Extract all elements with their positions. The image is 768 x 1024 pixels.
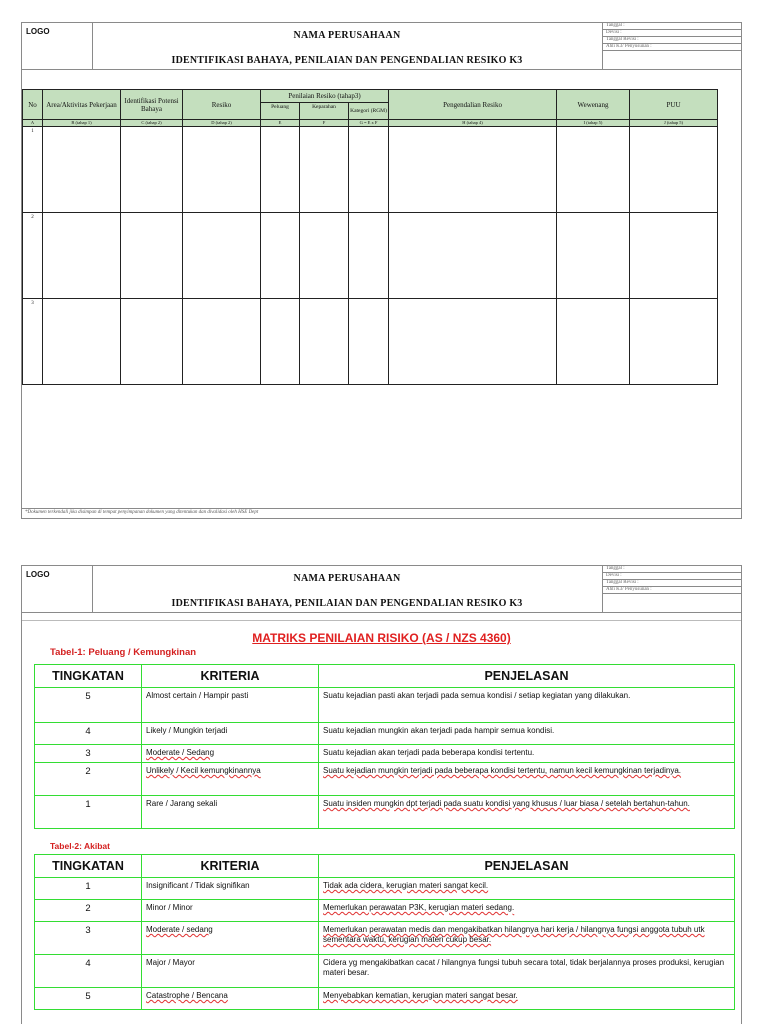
form-page-matriks [21,565,742,1024]
code-cell: J (tahap 5) [630,120,718,127]
cell-area[interactable] [43,127,121,213]
col-resiko: Resiko [183,90,261,120]
table-row [35,796,735,829]
table-row [23,213,718,299]
table-header-row [35,855,735,878]
document-title: IDENTIFIKASI BAHAYA, PENILAIAN DAN PENGENDALIAN RESIKO K3 [171,55,523,66]
col-puu: PUU [630,90,718,120]
meta-ahli-k3: Ahli K3/ Penyusunan : [603,587,742,594]
cell-area[interactable] [43,213,121,299]
table-row [23,299,718,385]
level-cell: 1 [35,796,142,829]
table-row [35,723,735,745]
criteria-cell: Minor / Minor [142,900,319,922]
header-kriteria: KRITERIA [142,665,319,688]
col-keparahan: Keparahan [300,103,349,120]
col-no: No [23,90,43,120]
probability-table [34,664,735,829]
level-cell: 5 [35,688,142,723]
logo-placeholder: LOGO [26,27,50,36]
criteria-cell: Major / Mayor [142,955,319,988]
code-cell: H (tahap 4) [389,120,557,127]
col-peluang: Peluang [261,103,300,120]
logo-placeholder: LOGO [26,570,50,579]
description-cell: Suatu kejadian pasti akan terjadi pada semua kondisi / setiap kegiatan yang dilakukan. [319,688,735,723]
table-row [35,688,735,723]
header-penjelasan: PENJELASAN [319,855,735,878]
meta-tanggal-revisi: Tanggal Revisi : [603,580,742,587]
document-meta [602,23,742,69]
table-row [35,745,735,763]
criteria-cell: Likely / Mungkin terjadi [142,723,319,745]
code-cell: B (tahap 1) [43,120,121,127]
level-cell: 3 [35,922,142,955]
table-row [35,878,735,900]
consequence-table [34,854,735,1010]
level-cell: 2 [35,900,142,922]
row-number: 2 [23,213,43,299]
meta-tanggal-revisi: Tanggal Revisi : [603,37,742,44]
criteria-cell: Catastrophe / Bencana [142,988,319,1010]
description-cell: Memerlukan perawatan P3K, kerugian materi sedang. [319,900,735,922]
cell-peluang[interactable] [261,299,300,385]
table-header-row [35,665,735,688]
cell-identifikasi[interactable] [121,299,183,385]
code-cell: E [261,120,300,127]
table-row [35,988,735,1010]
description-cell: Suatu insiden mungkin dpt terjadi pada suatu kondisi yang khusus / luar biasa / setelah bertahun-tahun. [319,796,735,829]
header-kriteria: KRITERIA [142,855,319,878]
table-row [35,922,735,955]
cell-pengendalian[interactable] [389,213,557,299]
section-divider [22,620,741,621]
page-header [22,566,741,613]
table-row [35,900,735,922]
page-header [22,23,741,70]
cell-resiko[interactable] [183,299,261,385]
level-cell: 4 [35,723,142,745]
table-row [35,763,735,796]
criteria-cell: Unlikely / Kecil kemungkinannya [142,763,319,796]
cell-area[interactable] [43,299,121,385]
code-cell: A [23,120,43,127]
cell-pengendalian[interactable] [389,127,557,213]
cell-identifikasi[interactable] [121,213,183,299]
meta-devisi: Devisi : [603,573,742,580]
cell-peluang[interactable] [261,127,300,213]
col-identifikasi: Identifikasi Potensi Bahaya [121,90,183,120]
cell-keparahan[interactable] [300,127,349,213]
table-row [35,955,735,988]
form-page-identifikasi [21,22,742,519]
cell-identifikasi[interactable] [121,127,183,213]
level-cell: 4 [35,955,142,988]
meta-tanggal: Tanggal : [603,23,742,30]
cell-keparahan[interactable] [300,299,349,385]
cell-keparahan[interactable] [300,213,349,299]
criteria-cell: Moderate / sedang [142,922,319,955]
cell-puu[interactable] [630,213,718,299]
table-row [23,127,718,213]
meta-tanggal: Tanggal : [603,566,742,573]
description-cell: Menyebabkan kematian, kerugian materi sangat besar. [319,988,735,1010]
code-cell: C (tahap 2) [121,120,183,127]
cell-kategori[interactable] [349,127,389,213]
matrix-title: MATRIKS PENILAIAN RISIKO (AS / NZS 4360) [252,631,511,645]
cell-wewenang[interactable] [557,299,630,385]
footnote: *Dokumen terkendali jika disimpan di tempat penyimpanan dokumen yang ditentukan dan divalidasi oleh HSE Dept [25,510,259,515]
meta-devisi: Devisi : [603,30,742,37]
description-cell: Suatu kejadian mungkin terjadi pada beberapa kondisi tertentu, namun kecil kemungkinan terjadinya. [319,763,735,796]
code-cell: I (tahap 5) [557,120,630,127]
cell-wewenang[interactable] [557,127,630,213]
criteria-cell: Moderate / Sedang [142,745,319,763]
company-name: NAMA PERUSAHAAN [293,573,401,584]
level-cell: 5 [35,988,142,1010]
row-number: 1 [23,127,43,213]
table-caption-akibat: Tabel-2: Akibat [50,841,110,851]
cell-peluang[interactable] [261,213,300,299]
description-cell: Tidak ada cidera, kerugian materi sangat kecil. [319,878,735,900]
col-area: Area/Aktivitas Pekerjaan [43,90,121,120]
cell-puu[interactable] [630,127,718,213]
header-tingkatan: TINGKATAN [35,665,142,688]
cell-kategori[interactable] [349,299,389,385]
row-number: 3 [23,299,43,385]
document-meta [602,566,742,612]
footer-divider [22,508,741,509]
document-title: IDENTIFIKASI BAHAYA, PENILAIAN DAN PENGENDALIAN RESIKO K3 [171,598,523,609]
code-cell: G = E x F [349,120,389,127]
description-cell: Memerlukan perawatan medis dan mengakibatkan hilangnya hari kerja / hilangnya fungsi anggota tubuh utk sementara waktu, kerugian materi cukup besar. [319,922,735,955]
cell-puu[interactable] [630,299,718,385]
cell-resiko[interactable] [183,213,261,299]
meta-ahli-k3: Ahli K3/ Penyusunan : [603,44,742,51]
code-cell: F [300,120,349,127]
code-cell: D (tahap 2) [183,120,261,127]
description-cell: Suatu kejadian akan terjadi pada beberapa kondisi tertentu. [319,745,735,763]
level-cell: 1 [35,878,142,900]
level-cell: 2 [35,763,142,796]
cell-resiko[interactable] [183,127,261,213]
col-kategori: Kategori (RGM) [349,103,389,120]
col-wewenang: Wewenang [557,90,630,120]
level-cell: 3 [35,745,142,763]
header-penjelasan: PENJELASAN [319,665,735,688]
description-cell: Cidera yg mengakibatkan cacat / hilangnya fungsi tubuh secara total, tidak berjalannya proses produksi, kerugian materi besar. [319,955,735,988]
company-name: NAMA PERUSAHAAN [293,30,401,41]
header-tingkatan: TINGKATAN [35,855,142,878]
hazard-identification-table [22,89,718,385]
criteria-cell: Insignificant / Tidak signifikan [142,878,319,900]
cell-kategori[interactable] [349,213,389,299]
criteria-cell: Almost certain / Hampir pasti [142,688,319,723]
description-cell: Suatu kejadian mungkin akan terjadi pada hampir semua kondisi. [319,723,735,745]
cell-pengendalian[interactable] [389,299,557,385]
col-penilaian-group: Penilaian Resiko (tahap3) [261,90,389,103]
table-caption-peluang: Tabel-1: Peluang / Kemungkinan [50,647,197,658]
col-pengendalian: Pengendalian Resiko [389,90,557,120]
cell-wewenang[interactable] [557,213,630,299]
criteria-cell: Rare / Jarang sekali [142,796,319,829]
